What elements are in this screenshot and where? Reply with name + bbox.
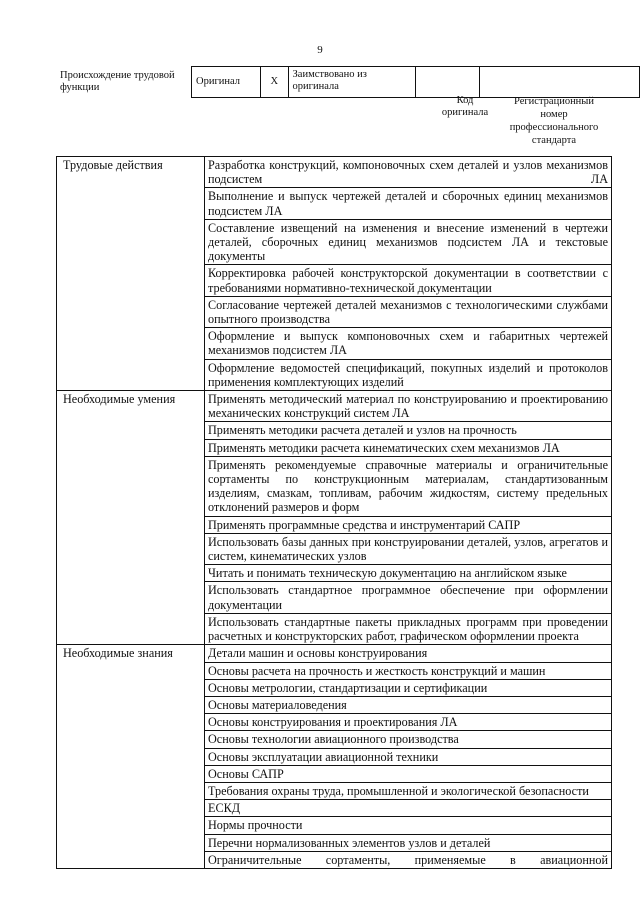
original-mark: X [260,67,288,98]
table-row [57,645,612,662]
list-item: Выполнение и выпуск чертежей деталей и сборочных единиц механизмов подсистем ЛА [205,188,612,219]
section-title-skills: Необходимые умения [57,391,205,645]
list-item: Основы эксплуатации авиационной техники [205,748,612,765]
list-item: ЕСКД [205,800,612,817]
list-item: Составление извещений на изменения и внесение изменений в чертежи деталей, сборочных единиц механизмов подсистем ЛА и текстовые документы [205,219,612,265]
list-item: Детали машин и основы конструирования [205,645,612,662]
list-item: Разработка конструкций, компоновочных схем деталей и узлов механизмов подсистем ЛА [205,157,612,188]
list-item: Основы САПР [205,765,612,782]
reg-number-cell [480,67,640,98]
list-item: Основы конструирования и проектирования ЛА [205,714,612,731]
list-item: Перечни нормализованных элементов узлов и деталей [205,834,612,851]
table-row [57,391,612,422]
list-item: Основы технологии авиационного производства [205,731,612,748]
page-number: 9 [317,44,323,56]
section-title-knowledge: Необходимые знания [57,645,205,869]
reg-number-caption: Регистрационный номер профессионального стандарта [509,96,599,146]
list-item: Корректировка рабочей конструкторской документации в соответствии с требованиями нормативно-технической документации [205,265,612,296]
list-item: Основы метрологии, стандартизации и сертификации [205,679,612,696]
list-item: Применять методики расчета кинематических схем механизмов ЛА [205,439,612,456]
list-item: Использовать стандартные пакеты прикладных программ при проведении расчетных и конструкторских работ, графическом оформлении проекта [205,613,612,644]
origin-table [191,66,640,98]
origin-label: Происхождение трудовой функции [60,70,175,93]
section-title-actions: Трудовые действия [57,157,205,391]
list-item: Применять методики расчета деталей и узлов на прочность [205,422,612,439]
code-caption: Код оригинала [441,95,489,118]
list-item: Ограничительные сортаменты, применяемые в авиационной [205,851,612,868]
list-item: Применять рекомендуемые справочные материалы и ограничительные сортаменты по конструкционным материалам, стандартизованным изделиям, смазкам, топливам, рабочим жидкостям, систему предельных отклонений размеров и форм [205,456,612,516]
list-item: Оформление и выпуск компоновочных схем и габаритных чертежей механизмов подсистем ЛА [205,328,612,359]
list-item: Применять методический материал по конструированию и проектированию механических конструкций систем ЛА [205,391,612,422]
original-cell: Оригинал [192,67,261,98]
list-item: Основы материаловедения [205,696,612,713]
list-item: Основы расчета на прочность и жесткость конструкций и машин [205,662,612,679]
list-item: Использовать стандартное программное обеспечение при оформлении документации [205,582,612,613]
list-item: Оформление ведомостей спецификаций, покупных изделий и протоколов применения комплектующих изделий [205,359,612,390]
table-row [57,157,612,188]
function-table [56,156,612,869]
list-item: Нормы прочности [205,817,612,834]
list-item: Согласование чертежей деталей механизмов с технологическими службами опытного производства [205,296,612,327]
list-item: Читать и понимать техническую документацию на английском языке [205,565,612,582]
code-cell [416,67,480,98]
list-item: Применять программные средства и инструментарий САПР [205,516,612,533]
list-item: Требования охраны труда, промышленной и экологической безопасности [205,782,612,799]
list-item: Использовать базы данных при конструировании деталей, узлов, агрегатов и систем, кинематических узлов [205,533,612,564]
borrowed-cell: Заимствовано из оригинала [288,67,416,98]
